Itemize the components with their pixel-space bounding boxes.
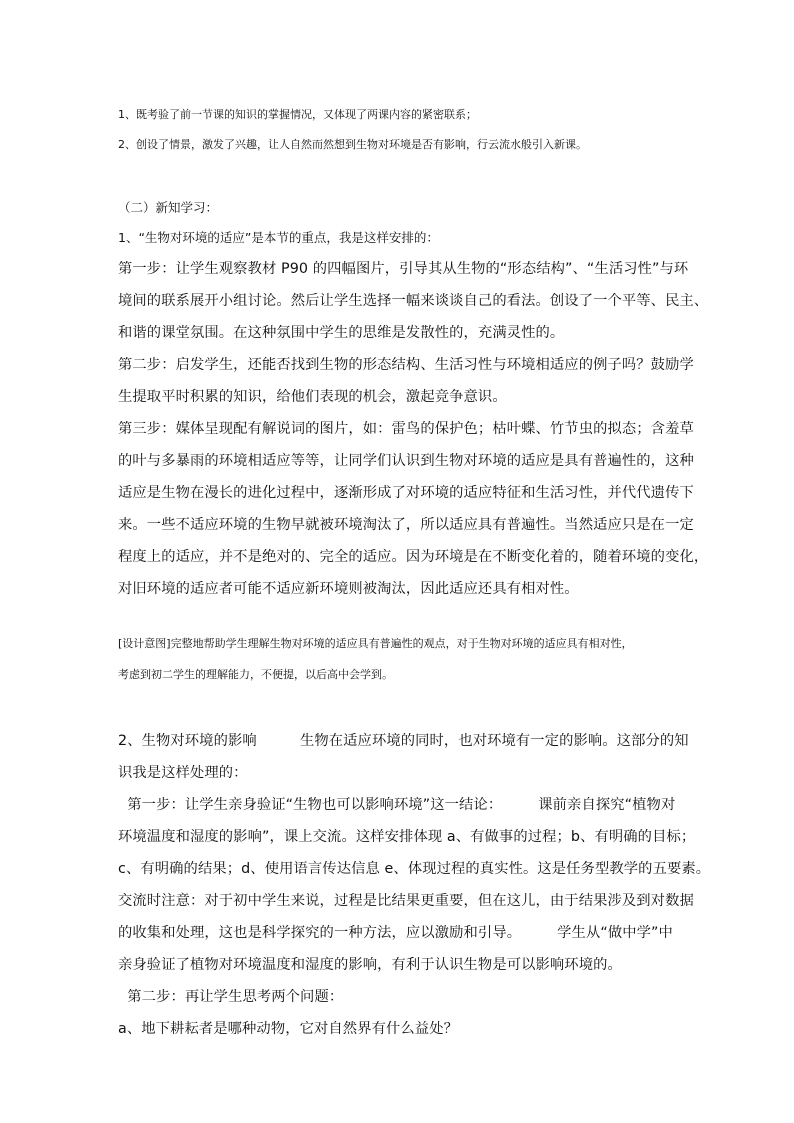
step3-line: 第三步：媒体呈现配有解说词的图片，如：雷鸟的保护色；枯叶蝶、竹节虫的拟态；含羞草 — [118, 421, 694, 437]
step3-line: 适应是生物在漫长的进化过程中，逐渐形成了对环境的适应特征和生活习性，并代代遗传下 — [118, 485, 694, 501]
step3-line: 程度上的适应，并不是绝对的、完全的适应。因为环境是在不断变化着的，随着环境的变化， — [118, 549, 709, 565]
step2-line: 第二步：启发学生，还能否找到生物的形态结构、生活习性与环境相适应的例子吗？鼓励学 — [118, 357, 694, 373]
question-a: a、地下耕耘者是哪种动物，它对自然界有什么益处？ — [118, 1021, 458, 1037]
step1-line: 第一步：让学生观察教材 P90 的四幅图片，引导其从生物的“形态结构”、“生活习性”与环 — [118, 261, 689, 277]
section-heading: （二）新知学习： — [118, 200, 219, 215]
point-2-step1-line: 的收集和处理，这也是科学探究的一种方法，应以激励和引导。 学生从“做中学”中 — [118, 925, 673, 941]
point-2-line: 2、生物对环境的影响 生物在适应环境的同时，也对环境有一定的影响。这部分的知 — [118, 733, 689, 749]
point-1-title: 1、“生物对环境的适应”是本节的重点，我是这样安排的： — [118, 230, 439, 245]
point-2-step1-line: 第一步：让学生亲身验证“生物也可以影响环境”这一结论： 课前亲自探究“植物对 — [118, 797, 676, 813]
step3-line: 对旧环境的适应者可能不适应新环境则被淘汰，因此适应还具有相对性。 — [118, 581, 579, 597]
point-2-line: 识我是这样处理的： — [118, 765, 248, 781]
point-2-step2-line: 第二步：再让学生思考两个问题： — [118, 989, 344, 1005]
step1-line: 和谐的课堂氛围。在这种氛围中学生的思维是发散性的，充满灵性的。 — [118, 325, 565, 341]
step3-line: 来。一些不适应环境的生物早就被环境淘汰了，所以适应具有普遍性。当然适应只是在一定 — [118, 517, 694, 533]
step1-line: 境间的联系展开小组讨论。然后让学生选择一幅来谈谈自己的看法。创设了一个平等、民主、 — [118, 293, 709, 309]
point-2-step1-line: 交流时注意：对于初中学生来说，过程是比结果更重要，但在这儿，由于结果涉及到对数据 — [118, 893, 694, 909]
intro-item-1: 1、既考验了前一节课的知识的掌握情况，又体现了两课内容的紧密联系； — [118, 108, 477, 121]
step2-line: 生提取平时积累的知识，给他们表现的机会，激起竞争意识。 — [118, 389, 507, 405]
point-2-step1-line: 环境温度和湿度的影响”，课上交流。这样安排体现 a、有做事的过程；b、有明确的目标； — [118, 829, 696, 845]
point-2-step1-line: 亲身验证了植物对环境温度和湿度的影响，有利于认识生物是可以影响环境的。 — [118, 957, 622, 973]
point-2-step1-line: c、有明确的结果；d、使用语言传达信息 e、体现过程的真实性。这是任务型教学的五要素。 — [118, 861, 711, 877]
design-note-line: 考虑到初二学生的理解能力，不便提，以后高中会学到。 — [118, 668, 393, 681]
intro-item-2: 2、创设了情景，激发了兴趣，让人自然而然想到生物对环境是否有影响，行云流水般引入新课。 — [118, 138, 587, 151]
design-note-line: [设计意图]完整地帮助学生理解生物对环境的适应具有普遍性的观点，对于生物对环境的适应具有相对性， — [118, 637, 633, 650]
step3-line: 的叶与多暴雨的环境相适应等等，让同学们认识到生物对环境的适应是具有普遍性的，这种 — [118, 453, 694, 469]
